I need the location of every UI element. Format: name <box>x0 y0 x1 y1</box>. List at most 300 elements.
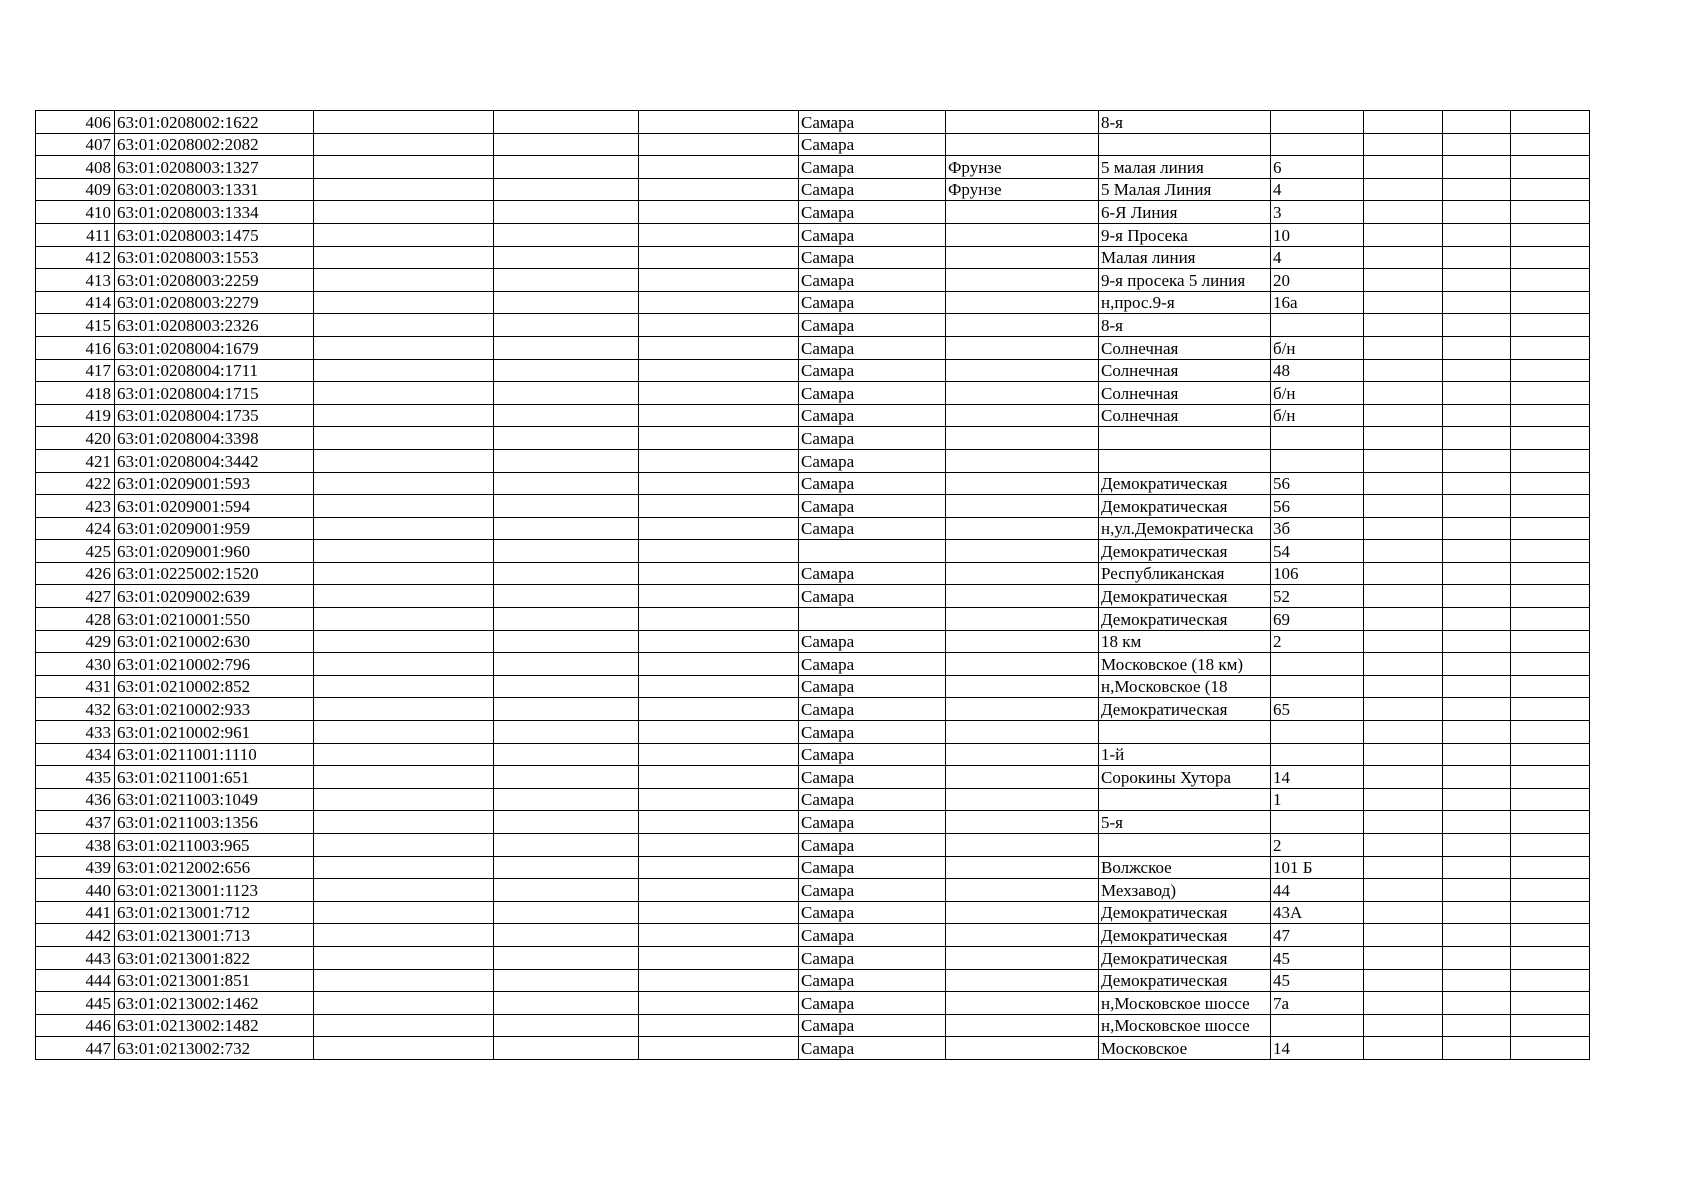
district-cell <box>946 201 1099 224</box>
house-number-cell: 7а <box>1271 992 1364 1015</box>
empty-cell <box>494 924 639 947</box>
district-cell <box>946 698 1099 721</box>
empty-cell <box>494 969 639 992</box>
empty-cell <box>494 449 639 472</box>
empty-cell <box>494 1037 639 1060</box>
empty-cell <box>494 427 639 450</box>
empty-cell <box>494 811 639 834</box>
cadastral-number-cell: 63:01:0211003:1356 <box>115 811 314 834</box>
empty-cell <box>1364 721 1443 744</box>
district-cell <box>946 359 1099 382</box>
row-number-cell: 443 <box>36 946 115 969</box>
empty-cell <box>314 178 494 201</box>
empty-cell <box>494 879 639 902</box>
empty-cell <box>1443 698 1511 721</box>
house-number-cell: 1 <box>1271 788 1364 811</box>
city-cell: Самара <box>799 721 946 744</box>
street-cell: 8-я <box>1099 314 1271 337</box>
empty-cell <box>1443 178 1511 201</box>
empty-cell <box>494 721 639 744</box>
district-cell <box>946 382 1099 405</box>
city-cell: Самара <box>799 946 946 969</box>
cadastral-number-cell: 63:01:0208003:1475 <box>115 223 314 246</box>
empty-cell <box>639 336 799 359</box>
empty-cell <box>1443 608 1511 631</box>
empty-cell <box>639 540 799 563</box>
empty-cell <box>1364 856 1443 879</box>
empty-cell <box>639 969 799 992</box>
district-cell <box>946 404 1099 427</box>
empty-cell <box>639 743 799 766</box>
row-number-cell: 407 <box>36 133 115 156</box>
district-cell <box>946 540 1099 563</box>
empty-cell <box>1443 246 1511 269</box>
table-row <box>36 495 1590 518</box>
street-cell <box>1099 133 1271 156</box>
empty-cell <box>1511 382 1590 405</box>
house-number-cell <box>1271 675 1364 698</box>
empty-cell <box>639 721 799 744</box>
street-cell: Демократическая <box>1099 969 1271 992</box>
cadastral-number-cell: 63:01:0209001:594 <box>115 495 314 518</box>
table-row <box>36 540 1590 563</box>
cadastral-number-cell: 63:01:0213002:1462 <box>115 992 314 1015</box>
empty-cell <box>1511 811 1590 834</box>
empty-cell <box>314 811 494 834</box>
house-number-cell: 106 <box>1271 562 1364 585</box>
empty-cell <box>1364 834 1443 857</box>
empty-cell <box>494 585 639 608</box>
empty-cell <box>1364 111 1443 134</box>
street-cell <box>1099 834 1271 857</box>
empty-cell <box>639 608 799 631</box>
empty-cell <box>639 1014 799 1037</box>
row-number-cell: 413 <box>36 269 115 292</box>
row-number-cell: 420 <box>36 427 115 450</box>
cadastral-number-cell: 63:01:0210002:852 <box>115 675 314 698</box>
cadastral-number-cell: 63:01:0208003:1334 <box>115 201 314 224</box>
empty-cell <box>1443 585 1511 608</box>
table-row <box>36 1014 1590 1037</box>
empty-cell <box>314 834 494 857</box>
empty-cell <box>494 404 639 427</box>
empty-cell <box>314 698 494 721</box>
empty-cell <box>1443 675 1511 698</box>
empty-cell <box>314 540 494 563</box>
empty-cell <box>494 178 639 201</box>
city-cell: Самара <box>799 879 946 902</box>
row-number-cell: 446 <box>36 1014 115 1037</box>
empty-cell <box>1443 133 1511 156</box>
table-row <box>36 969 1590 992</box>
empty-cell <box>639 223 799 246</box>
empty-cell <box>1443 788 1511 811</box>
empty-cell <box>1364 1037 1443 1060</box>
empty-cell <box>314 766 494 789</box>
city-cell: Самара <box>799 901 946 924</box>
cadastral-table <box>35 110 1590 1060</box>
empty-cell <box>1443 540 1511 563</box>
empty-cell <box>1364 178 1443 201</box>
house-number-cell: 65 <box>1271 698 1364 721</box>
empty-cell <box>639 404 799 427</box>
table-row <box>36 291 1590 314</box>
house-number-cell: 4 <box>1271 246 1364 269</box>
cadastral-number-cell: 63:01:0208003:1327 <box>115 156 314 179</box>
empty-cell <box>494 246 639 269</box>
empty-cell <box>1511 427 1590 450</box>
table-row <box>36 721 1590 744</box>
street-cell: Солнечная <box>1099 404 1271 427</box>
district-cell <box>946 721 1099 744</box>
table-row <box>36 472 1590 495</box>
empty-cell <box>494 992 639 1015</box>
empty-cell <box>1511 834 1590 857</box>
empty-cell <box>1511 449 1590 472</box>
empty-cell <box>639 291 799 314</box>
empty-cell <box>1511 359 1590 382</box>
cadastral-number-cell: 63:01:0210002:630 <box>115 630 314 653</box>
house-number-cell: 47 <box>1271 924 1364 947</box>
district-cell <box>946 585 1099 608</box>
empty-cell <box>314 653 494 676</box>
cadastral-number-cell: 63:01:0213002:732 <box>115 1037 314 1060</box>
empty-cell <box>1364 924 1443 947</box>
cadastral-number-cell: 63:01:0208004:3398 <box>115 427 314 450</box>
empty-cell <box>314 291 494 314</box>
empty-cell <box>314 404 494 427</box>
empty-cell <box>1511 540 1590 563</box>
cadastral-number-cell: 63:01:0208004:1715 <box>115 382 314 405</box>
empty-cell <box>1443 562 1511 585</box>
empty-cell <box>1443 1037 1511 1060</box>
district-cell <box>946 1014 1099 1037</box>
house-number-cell <box>1271 1014 1364 1037</box>
house-number-cell: 14 <box>1271 1037 1364 1060</box>
empty-cell <box>1364 133 1443 156</box>
house-number-cell: 48 <box>1271 359 1364 382</box>
city-cell: Самара <box>799 156 946 179</box>
empty-cell <box>494 540 639 563</box>
empty-cell <box>1443 1014 1511 1037</box>
house-number-cell: б/н <box>1271 404 1364 427</box>
street-cell: Демократическая <box>1099 585 1271 608</box>
house-number-cell <box>1271 811 1364 834</box>
house-number-cell: 52 <box>1271 585 1364 608</box>
empty-cell <box>639 653 799 676</box>
table-row <box>36 946 1590 969</box>
empty-cell <box>1364 291 1443 314</box>
empty-cell <box>639 879 799 902</box>
empty-cell <box>1364 630 1443 653</box>
table-row <box>36 269 1590 292</box>
empty-cell <box>1364 788 1443 811</box>
house-number-cell: 56 <box>1271 495 1364 518</box>
empty-cell <box>314 608 494 631</box>
district-cell <box>946 675 1099 698</box>
empty-cell <box>1364 517 1443 540</box>
table-row <box>36 111 1590 134</box>
district-cell <box>946 788 1099 811</box>
empty-cell <box>314 495 494 518</box>
city-cell: Самара <box>799 856 946 879</box>
district-cell <box>946 223 1099 246</box>
empty-cell <box>1364 562 1443 585</box>
empty-cell <box>314 133 494 156</box>
row-number-cell: 410 <box>36 201 115 224</box>
empty-cell <box>1511 766 1590 789</box>
empty-cell <box>1443 969 1511 992</box>
empty-cell <box>314 585 494 608</box>
empty-cell <box>1364 698 1443 721</box>
district-cell <box>946 992 1099 1015</box>
empty-cell <box>314 879 494 902</box>
table-row <box>36 314 1590 337</box>
empty-cell <box>1511 946 1590 969</box>
house-number-cell <box>1271 721 1364 744</box>
empty-cell <box>1511 223 1590 246</box>
city-cell: Самара <box>799 246 946 269</box>
house-number-cell: 69 <box>1271 608 1364 631</box>
district-cell <box>946 856 1099 879</box>
cadastral-number-cell: 63:01:0213001:822 <box>115 946 314 969</box>
row-number-cell: 416 <box>36 336 115 359</box>
empty-cell <box>1443 766 1511 789</box>
cadastral-number-cell: 63:01:0209001:960 <box>115 540 314 563</box>
street-cell: Демократическая <box>1099 698 1271 721</box>
row-number-cell: 434 <box>36 743 115 766</box>
empty-cell <box>1443 291 1511 314</box>
empty-cell <box>1511 924 1590 947</box>
city-cell: Самара <box>799 382 946 405</box>
empty-cell <box>1364 992 1443 1015</box>
cadastral-number-cell: 63:01:0210002:961 <box>115 721 314 744</box>
district-cell <box>946 562 1099 585</box>
city-cell: Самара <box>799 517 946 540</box>
street-cell: Республиканская <box>1099 562 1271 585</box>
empty-cell <box>1364 404 1443 427</box>
empty-cell <box>1511 969 1590 992</box>
empty-cell <box>1511 472 1590 495</box>
cadastral-number-cell: 63:01:0208002:2082 <box>115 133 314 156</box>
empty-cell <box>639 269 799 292</box>
street-cell: Московское (18 км) <box>1099 653 1271 676</box>
house-number-cell <box>1271 449 1364 472</box>
empty-cell <box>494 291 639 314</box>
empty-cell <box>494 630 639 653</box>
empty-cell <box>1364 314 1443 337</box>
table-row <box>36 675 1590 698</box>
city-cell: Самара <box>799 924 946 947</box>
empty-cell <box>494 359 639 382</box>
empty-cell <box>1443 336 1511 359</box>
district-cell <box>946 743 1099 766</box>
empty-cell <box>1443 856 1511 879</box>
empty-cell <box>639 698 799 721</box>
table-row <box>36 178 1590 201</box>
empty-cell <box>1443 721 1511 744</box>
house-number-cell <box>1271 133 1364 156</box>
empty-cell <box>1443 404 1511 427</box>
empty-cell <box>314 1037 494 1060</box>
row-number-cell: 409 <box>36 178 115 201</box>
row-number-cell: 418 <box>36 382 115 405</box>
empty-cell <box>494 472 639 495</box>
row-number-cell: 447 <box>36 1037 115 1060</box>
district-cell <box>946 449 1099 472</box>
empty-cell <box>314 992 494 1015</box>
street-cell: Малая линия <box>1099 246 1271 269</box>
city-cell: Самара <box>799 1037 946 1060</box>
empty-cell <box>1511 133 1590 156</box>
table-row <box>36 223 1590 246</box>
city-cell: Самара <box>799 630 946 653</box>
city-cell: Самара <box>799 743 946 766</box>
house-number-cell: 4 <box>1271 178 1364 201</box>
district-cell <box>946 291 1099 314</box>
empty-cell <box>1511 585 1590 608</box>
row-number-cell: 414 <box>36 291 115 314</box>
row-number-cell: 444 <box>36 969 115 992</box>
cadastral-number-cell: 63:01:0210002:933 <box>115 698 314 721</box>
district-cell <box>946 630 1099 653</box>
house-number-cell: 43А <box>1271 901 1364 924</box>
table-row <box>36 427 1590 450</box>
street-cell: 5 Малая Линия <box>1099 178 1271 201</box>
empty-cell <box>1511 156 1590 179</box>
empty-cell <box>314 472 494 495</box>
city-cell: Самара <box>799 834 946 857</box>
street-cell: Солнечная <box>1099 382 1271 405</box>
empty-cell <box>639 630 799 653</box>
empty-cell <box>1364 901 1443 924</box>
empty-cell <box>639 585 799 608</box>
house-number-cell: 10 <box>1271 223 1364 246</box>
empty-cell <box>1364 269 1443 292</box>
empty-cell <box>494 201 639 224</box>
street-cell: Демократическая <box>1099 946 1271 969</box>
empty-cell <box>1443 111 1511 134</box>
street-cell: Демократическая <box>1099 540 1271 563</box>
table-row <box>36 992 1590 1015</box>
street-cell <box>1099 721 1271 744</box>
empty-cell <box>314 223 494 246</box>
row-number-cell: 429 <box>36 630 115 653</box>
row-number-cell: 423 <box>36 495 115 518</box>
table-row <box>36 698 1590 721</box>
empty-cell <box>1443 946 1511 969</box>
house-number-cell <box>1271 427 1364 450</box>
row-number-cell: 435 <box>36 766 115 789</box>
empty-cell <box>314 562 494 585</box>
empty-cell <box>1443 314 1511 337</box>
city-cell: Самара <box>799 336 946 359</box>
table-row <box>36 834 1590 857</box>
empty-cell <box>1511 314 1590 337</box>
row-number-cell: 419 <box>36 404 115 427</box>
district-cell <box>946 427 1099 450</box>
empty-cell <box>1364 156 1443 179</box>
house-number-cell <box>1271 743 1364 766</box>
empty-cell <box>1364 811 1443 834</box>
empty-cell <box>639 834 799 857</box>
row-number-cell: 438 <box>36 834 115 857</box>
city-cell: Самара <box>799 1014 946 1037</box>
street-cell: 18 км <box>1099 630 1271 653</box>
cadastral-number-cell: 63:01:0211003:965 <box>115 834 314 857</box>
street-cell: 1-й <box>1099 743 1271 766</box>
district-cell <box>946 269 1099 292</box>
empty-cell <box>1443 269 1511 292</box>
empty-cell <box>314 1014 494 1037</box>
empty-cell <box>639 156 799 179</box>
street-cell: Солнечная <box>1099 336 1271 359</box>
city-cell: Самара <box>799 133 946 156</box>
table-row <box>36 382 1590 405</box>
table-row <box>36 404 1590 427</box>
district-cell <box>946 608 1099 631</box>
street-cell: Сорокины Хутора <box>1099 766 1271 789</box>
street-cell <box>1099 427 1271 450</box>
empty-cell <box>314 382 494 405</box>
empty-cell <box>1364 969 1443 992</box>
house-number-cell: 45 <box>1271 969 1364 992</box>
empty-cell <box>494 269 639 292</box>
empty-cell <box>639 811 799 834</box>
empty-cell <box>314 314 494 337</box>
empty-cell <box>494 766 639 789</box>
empty-cell <box>314 788 494 811</box>
city-cell: Самара <box>799 653 946 676</box>
empty-cell <box>639 314 799 337</box>
city-cell: Самара <box>799 359 946 382</box>
empty-cell <box>639 901 799 924</box>
empty-cell <box>1364 449 1443 472</box>
street-cell: Демократическая <box>1099 608 1271 631</box>
house-number-cell <box>1271 653 1364 676</box>
empty-cell <box>1443 630 1511 653</box>
cadastral-number-cell: 63:01:0208003:2259 <box>115 269 314 292</box>
empty-cell <box>494 314 639 337</box>
empty-cell <box>1364 879 1443 902</box>
city-cell: Самара <box>799 675 946 698</box>
empty-cell <box>1443 495 1511 518</box>
empty-cell <box>1443 924 1511 947</box>
empty-cell <box>1443 427 1511 450</box>
table-row <box>36 788 1590 811</box>
city-cell: Самара <box>799 562 946 585</box>
row-number-cell: 417 <box>36 359 115 382</box>
house-number-cell: 3 <box>1271 201 1364 224</box>
empty-cell <box>494 788 639 811</box>
row-number-cell: 422 <box>36 472 115 495</box>
empty-cell <box>1364 540 1443 563</box>
district-cell <box>946 495 1099 518</box>
row-number-cell: 433 <box>36 721 115 744</box>
empty-cell <box>1511 269 1590 292</box>
district-cell <box>946 472 1099 495</box>
empty-cell <box>639 472 799 495</box>
empty-cell <box>639 766 799 789</box>
table-row <box>36 336 1590 359</box>
empty-cell <box>314 156 494 179</box>
table-row <box>36 608 1590 631</box>
street-cell: Демократическая <box>1099 924 1271 947</box>
house-number-cell: 54 <box>1271 540 1364 563</box>
table-row <box>36 1037 1590 1060</box>
district-cell <box>946 517 1099 540</box>
cadastral-number-cell: 63:01:0208003:2326 <box>115 314 314 337</box>
